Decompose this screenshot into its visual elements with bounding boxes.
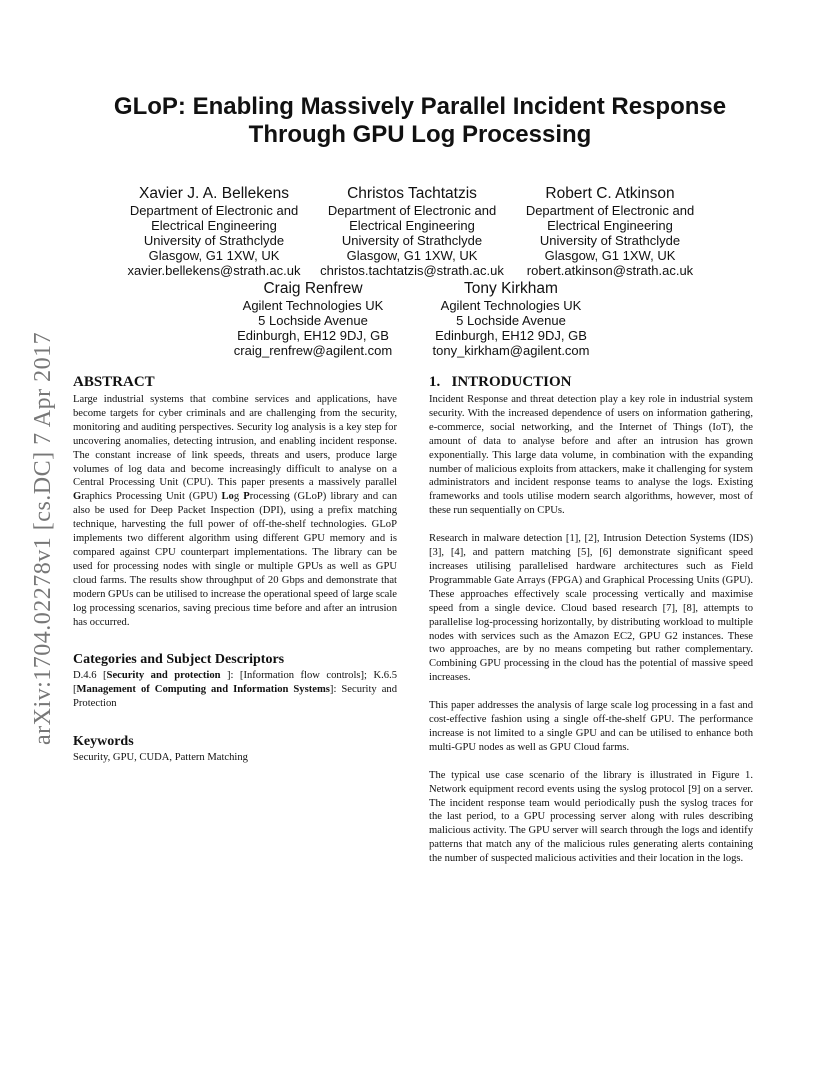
author-dept: Department of Electronic and xyxy=(129,203,299,218)
author-org: Agilent Technologies UK xyxy=(440,298,582,313)
arxiv-identifier: arXiv:1704.02278v1 [cs.DC] 7 Apr 2017 xyxy=(30,331,56,745)
author-name: Craig Renfrew xyxy=(263,280,363,297)
intro-paragraph-2: Research in malware detection [1], [2], Intrusion Detection Systems (IDS) [3], [4], and pattern matching [5], [6] demonstrate significant speed increases utilising parallelised hardware architectures such as Field Programmable Gate Arrays (FPGA) and Graphical Processing Units (GPU). These approaches effectively scale processing vertically and maximise speed from a single device. Cloud based research [7], [8], attempts to parallelise log-processing horizontally, by distributing workload to multiple nodes with services such as the Amazon EC2, GPU G2 instances. These two approaches, are by no means competing but rather complementary. Combining GPU processing in the cloud has the potential of massive speed increases. xyxy=(429,533,753,684)
author-email[interactable]: craig_renfrew@agilent.com xyxy=(233,343,393,358)
keywords-heading: Keywords xyxy=(73,734,134,750)
author-org: University of Strathclyde xyxy=(143,233,285,248)
author-block-2 xyxy=(307,184,517,278)
author-email[interactable]: christos.tachtatzis@strath.ac.uk xyxy=(320,263,504,278)
author-dept: Electrical Engineering xyxy=(349,218,475,233)
author-org: Agilent Technologies UK xyxy=(242,298,384,313)
author-address: Edinburgh, EH12 9DJ, GB xyxy=(237,328,389,343)
intro-paragraph-4: The typical use case scenario of the library is illustrated in Figure 1. Network equipment record events using the syslog protocol [9] on a server. The incident response team would periodically push the syslog traces for the last period, to a GPU processing server along with rules describing malicious activity. The GPU server will search through the logs and identify patterns that match any of the malicious rules generating alerts containing the number of suspected malicious activities and their location in the logs. xyxy=(429,769,753,865)
author-address: Glasgow, G1 1XW, UK xyxy=(148,248,280,263)
abstract-text: Large industrial systems that combine services and applications, have become targets for cyber criminals and are challenging from the security, monitoring and auditing perspectives. Security log analysis is a key step for uncovering anomalies, detecting intrusion, and enabling incident response. The constant increase of link speeds, threats and users, produce large volumes of log data and become increasingly difficult to analyse on a Central Processing Unit (CPU). This paper presents a massively parallel Graphics Processing Unit (GPU) Log Processing (GLoP) library and can also be used for Deep Packet Inspection (DPI), using a prefix matching technique, harvesting the full power of off-the-shelf technologies. GLoP implements two different algorithm using different GPU memory and is compared against CPU counterpart implementations. The library can be used for processing nodes with single or multiple GPUs as well as GPU cloud farms. The results show throughput of 20 Gbps and demonstrate that modern GPUs can be utilised to increase the operational speed of large scale log processing scenarios, saving precious time before and after an intrusion has occurred. xyxy=(73,394,397,628)
title-line-2: Through GPU Log Processing xyxy=(248,121,592,148)
keywords-text: Security, GPU, CUDA, Pattern Matching xyxy=(73,752,248,764)
author-dept: Electrical Engineering xyxy=(151,218,277,233)
author-block-4 xyxy=(208,279,418,358)
author-name: Robert C. Atkinson xyxy=(545,185,675,202)
intro-paragraph-1: Incident Response and threat detection play a key role in industrial system security. With the increased dependence of users on information gathering, e-commerce, social networking, and the Internet of Things (IoT), the amount of data to analyse before and after an intrusion has grown exponentially. This large data volume, in combination with the expanding number of malicious exploits from attackers, make it challenging for system administrators and incident response teams to analyse the logs. Existing frameworks and tools utilise modern search algorithms, however, most of these run sequentially on CPUs. xyxy=(429,394,753,517)
title-line-1: GLoP: Enabling Massively Parallel Incident Response xyxy=(113,93,727,120)
author-dept: Department of Electronic and xyxy=(327,203,497,218)
intro-paragraph-3: This paper addresses the analysis of large scale log processing in a fast and cost-effective fashion using a single off-the-shelf GPU. The performance increase is not limited to a single GPU and can be utilised to enhance both multi-GPU nodes as well as GPU Cloud farms. xyxy=(429,700,753,753)
categories-text: D.4.6 [Security and protection ]: [Information flow controls]; K.6.5 [Management of Computing and Information Systems]: Security and Protection xyxy=(73,670,398,710)
author-address: Glasgow, G1 1XW, UK xyxy=(346,248,478,263)
author-address: Glasgow, G1 1XW, UK xyxy=(544,248,676,263)
right-column xyxy=(429,373,753,880)
author-street: 5 Lochside Avenue xyxy=(258,313,368,328)
author-dept: Department of Electronic and xyxy=(525,203,695,218)
abstract-heading: ABSTRACT xyxy=(73,374,155,390)
left-column xyxy=(73,373,397,779)
author-block-5 xyxy=(406,279,616,358)
author-email[interactable]: xavier.bellekens@strath.ac.uk xyxy=(127,263,301,278)
author-org: University of Strathclyde xyxy=(539,233,681,248)
author-block-1 xyxy=(109,184,319,278)
author-org: University of Strathclyde xyxy=(341,233,483,248)
categories-heading: Categories and Subject Descriptors xyxy=(73,652,285,668)
introduction-heading: 1. INTRODUCTION xyxy=(429,374,572,390)
author-email[interactable]: tony_kirkham@agilent.com xyxy=(432,343,590,358)
author-name: Christos Tachtatzis xyxy=(347,185,477,202)
author-address: Edinburgh, EH12 9DJ, GB xyxy=(435,328,587,343)
author-dept: Electrical Engineering xyxy=(547,218,673,233)
paper-title xyxy=(80,93,760,149)
author-street: 5 Lochside Avenue xyxy=(456,313,566,328)
author-name: Xavier J. A. Bellekens xyxy=(139,185,289,202)
author-name: Tony Kirkham xyxy=(464,280,558,297)
author-email[interactable]: robert.atkinson@strath.ac.uk xyxy=(526,263,694,278)
author-block-3 xyxy=(505,184,715,278)
